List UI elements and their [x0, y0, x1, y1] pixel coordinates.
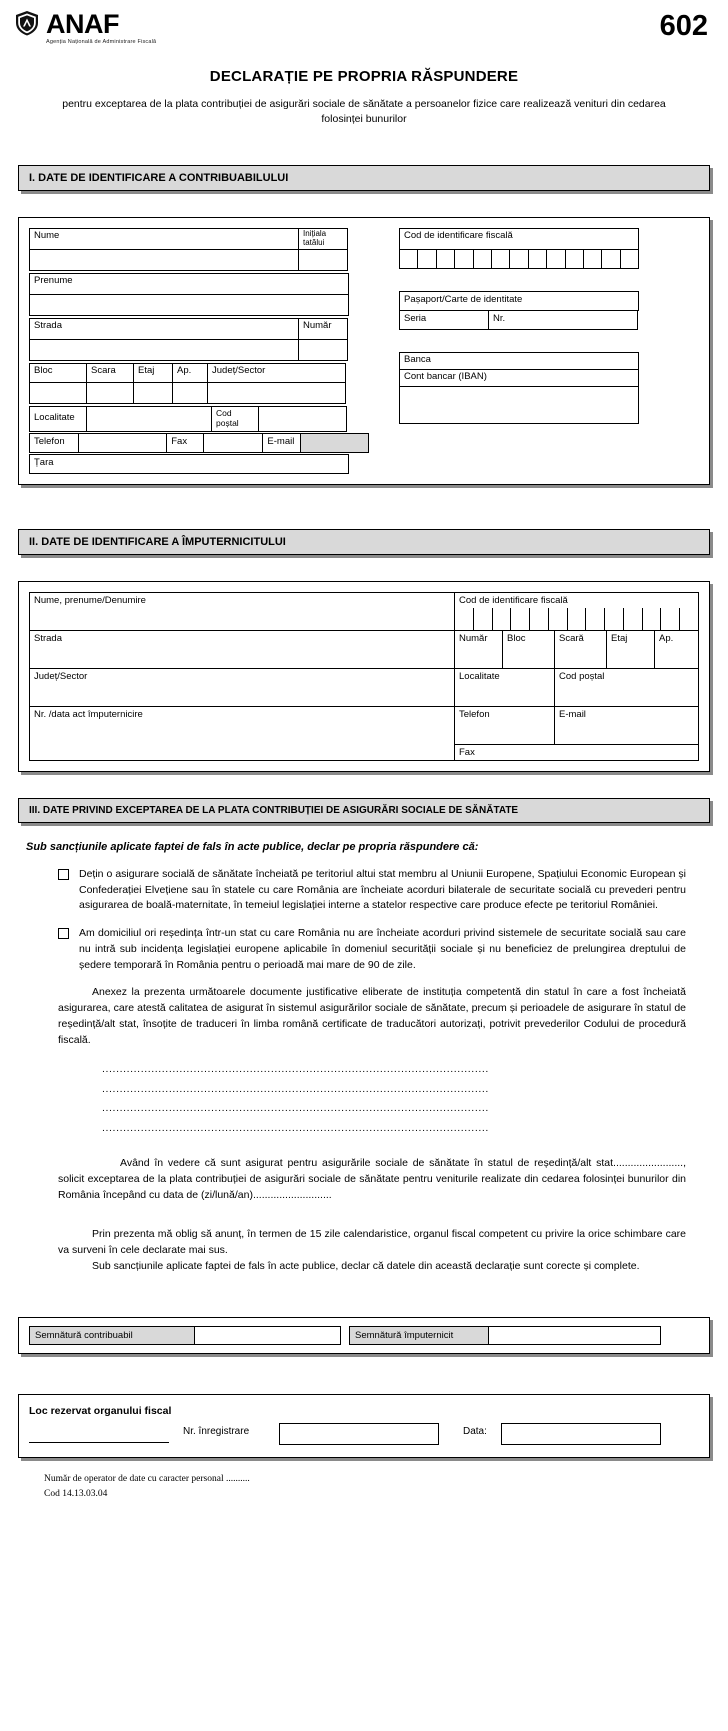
cif-cell[interactable]	[624, 608, 643, 630]
label-telefon: Telefon	[34, 435, 65, 447]
field-cod-postal[interactable]	[211, 406, 259, 432]
cif-cell[interactable]	[643, 608, 662, 630]
cif-cell[interactable]	[511, 608, 530, 630]
value-etaj-imputernicit[interactable]	[607, 646, 654, 668]
table-row	[30, 668, 699, 706]
label-cif-imputernicit: Cod de identificare fiscală	[459, 594, 568, 606]
field-fax-value[interactable]	[203, 433, 263, 453]
value-nr-data-act[interactable]	[30, 722, 454, 744]
field-email[interactable]	[262, 433, 301, 453]
table-row	[30, 592, 699, 630]
field-telefon-imputernicit[interactable]	[455, 706, 555, 744]
value-ap-imputernicit[interactable]	[655, 646, 698, 668]
declaration-lead: Sub sancțiunile aplicate faptei de fals în acte publice, declar pe propria răspundere că:	[26, 840, 479, 853]
label-banca: Banca	[404, 353, 431, 365]
field-prenume[interactable]	[29, 273, 349, 295]
checkbox-option-1[interactable]	[58, 869, 69, 880]
field-telefon-value[interactable]	[78, 433, 167, 453]
value-semnatura-contribuabil[interactable]	[195, 1326, 341, 1345]
label-judet-imputernicit: Județ/Sector	[34, 670, 88, 682]
label-etaj: Etaj	[138, 364, 155, 376]
contribuabil-left-block	[29, 228, 369, 474]
label-localitate: Localitate	[34, 411, 75, 423]
dotted-line[interactable]: ..............................................................................................................	[102, 1121, 489, 1134]
field-numar-value[interactable]	[298, 339, 348, 361]
label-cod-postal: Cod poștal	[216, 407, 239, 428]
value-bloc-imputernicit[interactable]	[503, 646, 554, 668]
field-localitate-imputernicit[interactable]	[455, 668, 555, 706]
fiscal-office-frame	[18, 1394, 710, 1458]
field-cont-bancar-value[interactable]	[399, 386, 639, 424]
label-semnatura-imputernicit: Semnătură împuternicit	[349, 1326, 489, 1345]
cif-cell[interactable]	[493, 608, 512, 630]
label-nume: Nume	[34, 229, 60, 241]
label-localitate-imputernicit: Localitate	[459, 670, 500, 682]
value-localitate-imputernicit[interactable]	[455, 684, 554, 706]
field-email-value[interactable]	[300, 433, 369, 453]
anaf-emblem-icon	[14, 10, 40, 36]
anaf-wordmark: ANAF	[46, 9, 119, 39]
field-fax[interactable]	[166, 433, 204, 453]
field-nr-data-act[interactable]	[30, 706, 455, 760]
footer-operator-line: Număr de operator de date cu caracter personal ..........	[44, 1473, 250, 1484]
document-footer	[18, 1458, 710, 1512]
label-ap-imputernicit: Ap.	[659, 632, 674, 644]
cif-cell[interactable]	[601, 249, 620, 269]
document-title: DECLARAȚIE PE PROPRIA RĂSPUNDERE	[209, 67, 519, 85]
label-initiala-tatalui: Inițiala tatălui	[303, 228, 327, 247]
table-row	[30, 706, 699, 744]
label-numar: Număr	[303, 319, 332, 331]
cif-cell[interactable]	[565, 249, 584, 269]
fiscal-underline	[29, 1423, 169, 1443]
value-judet-imputernicit[interactable]	[30, 684, 454, 706]
declaration-option-1[interactable]	[58, 867, 686, 914]
label-semnatura-contribuabil: Semnătură contribuabil	[29, 1326, 195, 1345]
cif-cell[interactable]	[680, 608, 698, 630]
cif-cell[interactable]	[417, 249, 436, 269]
obligation-paragraph-2: Sub sancțiunile aplicate faptei de fals în acte publice, declar că datele din această declarație sunt corecte și complete.	[92, 1259, 640, 1272]
section-3-body	[18, 823, 710, 1275]
label-bloc: Bloc	[34, 364, 53, 376]
cif-cell[interactable]	[586, 608, 605, 630]
label-telefon-imputernicit: Telefon	[459, 708, 490, 720]
section-1-frame	[18, 217, 710, 485]
field-ap[interactable]	[172, 363, 208, 383]
cif-cell[interactable]	[530, 608, 549, 630]
label-nr-inregistrare: Nr. înregistrare	[183, 1425, 250, 1437]
field-initiala-value[interactable]	[298, 249, 348, 271]
field-banca[interactable]	[399, 352, 639, 370]
field-ap-value[interactable]	[172, 382, 208, 404]
label-ap: Ap.	[177, 364, 192, 376]
table-row	[30, 630, 699, 668]
annex-dotted-lines[interactable]	[102, 1060, 686, 1138]
contribuabil-right-block	[399, 228, 639, 474]
value-telefon-imputernicit[interactable]	[455, 722, 554, 744]
cif-cell[interactable]	[549, 608, 568, 630]
value-scara-imputernicit[interactable]	[555, 646, 606, 668]
field-numar[interactable]	[298, 318, 348, 340]
dotted-line[interactable]: ..............................................................................................................	[102, 1063, 489, 1076]
value-cod-postal-imputernicit[interactable]	[555, 684, 698, 706]
label-strada-imputernicit: Strada	[34, 632, 62, 644]
cif-cells-imputernicit[interactable]	[455, 608, 698, 630]
cif-cell[interactable]	[661, 608, 680, 630]
declaration-option-2[interactable]	[58, 926, 686, 973]
declaration-option-1-text: Dețin o asigurare socială de sănătate încheiată pe teritoriul altui stat membru al Uniunii Europene, Spațiului Economic European și Confederației Elvețiene sau în statele cu care România are încheiate acorduri bilaterale de securitate socială cu prevederi pentru asigurarea de boală-maternitate, în temeiul legislației interne a statelor respective care produce efecte pe teritoriul României.	[79, 867, 686, 912]
anaf-agency-subtitle: Agenția Națională de Administrare Fiscală	[46, 39, 157, 45]
cif-cell[interactable]	[583, 249, 602, 269]
field-scara-imputernicit[interactable]	[555, 630, 607, 668]
dotted-line[interactable]: ..............................................................................................................	[102, 1082, 489, 1095]
dotted-line[interactable]: ..............................................................................................................	[102, 1102, 489, 1115]
label-loc-rezervat: Loc rezervat organului fiscal	[29, 1404, 172, 1417]
field-nume-denumire[interactable]	[30, 592, 455, 630]
label-data: Data:	[463, 1425, 487, 1437]
label-seria: Seria	[404, 312, 427, 324]
checkbox-option-2[interactable]	[58, 928, 69, 939]
cif-cell[interactable]	[568, 608, 587, 630]
label-numar-imputernicit: Număr	[459, 632, 488, 644]
field-etaj-imputernicit[interactable]	[607, 630, 655, 668]
field-nume[interactable]	[29, 228, 299, 250]
document-header	[0, 0, 728, 46]
value-nr-inregistrare[interactable]	[279, 1423, 439, 1445]
label-fax-imputernicit: Fax	[459, 746, 475, 758]
document-subtitle: pentru exceptarea de la plata contribuției de asigurări sociale de sănătate a persoanelor fizice care realizează venituri din cedarea folosinței bunurilor	[62, 97, 666, 125]
value-strada-imputernicit[interactable]	[30, 646, 454, 668]
cif-cells[interactable]	[399, 249, 639, 269]
label-nr-data-act: Nr. /data act împuternicire	[34, 708, 143, 720]
field-fax-imputernicit[interactable]	[455, 744, 699, 760]
label-fax: Fax	[171, 435, 188, 447]
label-strada: Strada	[34, 319, 62, 331]
label-email-imputernicit: E-mail	[559, 708, 586, 720]
field-seria[interactable]	[399, 310, 489, 330]
label-etaj-imputernicit: Etaj	[611, 632, 628, 644]
label-nume-denumire: Nume, prenume/Denumire	[34, 594, 146, 606]
cif-cell[interactable]	[491, 249, 510, 269]
field-pasaport	[399, 291, 639, 311]
footer-cod-line: Cod 14.13.03.04	[44, 1488, 108, 1499]
cif-cell[interactable]	[473, 249, 492, 269]
label-nr-document: Nr.	[493, 312, 506, 324]
cif-cell[interactable]	[436, 249, 455, 269]
field-etaj-value[interactable]	[133, 382, 173, 404]
cif-cell[interactable]	[399, 249, 418, 269]
value-email-imputernicit[interactable]	[555, 722, 698, 744]
field-cif	[399, 228, 639, 250]
cif-cell[interactable]	[605, 608, 624, 630]
label-email: E-mail	[267, 435, 295, 447]
label-prenume: Prenume	[34, 274, 73, 286]
field-cod-postal-imputernicit[interactable]	[555, 668, 699, 706]
label-cif: Cod de identificare fiscală	[404, 229, 513, 241]
section-2-header: II. DATE DE IDENTIFICARE A ÎMPUTERNICITULUI	[18, 529, 710, 555]
field-tara[interactable]	[29, 454, 349, 474]
field-prenume-value[interactable]	[29, 294, 349, 316]
field-bloc-imputernicit[interactable]	[503, 630, 555, 668]
section-2-frame	[18, 581, 710, 772]
cif-cell[interactable]	[509, 249, 528, 269]
label-scara-imputernicit: Scară	[559, 632, 584, 644]
field-cif-imputernicit	[455, 592, 699, 630]
field-email-imputernicit[interactable]	[555, 706, 699, 744]
field-judet-imputernicit[interactable]	[30, 668, 455, 706]
field-localitate[interactable]	[29, 406, 87, 432]
field-cod-postal-value[interactable]	[258, 406, 347, 432]
field-judet-sector[interactable]	[207, 363, 346, 383]
field-strada-value[interactable]	[29, 339, 299, 361]
field-scara-value[interactable]	[86, 382, 134, 404]
value-data[interactable]	[501, 1423, 661, 1445]
value-numar-imputernicit[interactable]	[455, 646, 502, 668]
imputernicit-table	[29, 592, 699, 761]
value-nume-denumire[interactable]	[30, 608, 454, 630]
request-paragraph: Având în vedere că sunt asigurat pentru asigurările sociale de sănătate în statul de reședință/alt stat........................, solicit exceptarea de la plata contribuției de asigurări sociale de sănătate pentru veniturile realizate din cedarea folosinței bunurilor din România începând cu data de (zi/lună/an)...........................	[58, 1157, 686, 1201]
value-semnatura-imputernicit[interactable]	[489, 1326, 661, 1345]
label-cont-bancar: Cont bancar (IBAN)	[404, 370, 487, 382]
signature-frame	[18, 1317, 710, 1354]
form-number: 602	[659, 10, 708, 42]
section-3-header: III. DATE PRIVIND EXCEPTAREA DE LA PLATA CONTRIBUȚIEI DE ASIGURĂRI SOCIALE DE SĂNĂTATE	[18, 798, 710, 823]
field-etaj[interactable]	[133, 363, 173, 383]
section-1-header: I. DATE DE IDENTIFICARE A CONTRIBUABILULUI	[18, 165, 710, 191]
obligation-paragraph-1: Prin prezenta mă oblig să anunț, în termen de 15 zile calendaristice, organul fiscal competent cu privire la orice schimbare care va surveni în cele declarate mai sus.	[58, 1228, 686, 1257]
cif-cell[interactable]	[474, 608, 493, 630]
cif-cell[interactable]	[620, 249, 639, 269]
field-ap-imputernicit[interactable]	[655, 630, 699, 668]
field-strada-imputernicit[interactable]	[30, 630, 455, 668]
annex-paragraph: Anexez la prezenta următoarele documente justificative eliberate de instituția competentă din statul în care a fost încheiată asigurarea, care atestă calitatea de asigurat în sistemul asigurărilor sociale de sănătate, precum și perioadele de asigurare în statul de reședință/alt stat, însoțite de traduceri în limba română certificate de traducători autorizați, potrivit prevederilor Codului de procedură fiscală.	[58, 986, 686, 1046]
field-bloc[interactable]	[29, 363, 87, 383]
cif-cell[interactable]	[454, 249, 473, 269]
label-bloc-imputernicit: Bloc	[507, 632, 526, 644]
label-pasaport: Pașaport/Carte de identitate	[404, 293, 523, 305]
cif-cell[interactable]	[528, 249, 547, 269]
label-scara: Scara	[91, 364, 116, 376]
field-scara[interactable]	[86, 363, 134, 383]
field-initiala-tatalui[interactable]	[298, 228, 348, 250]
field-nr-document[interactable]	[488, 310, 638, 330]
field-localitate-value[interactable]	[86, 406, 212, 432]
field-bloc-value[interactable]	[29, 382, 87, 404]
field-numar-imputernicit[interactable]	[455, 630, 503, 668]
declaration-option-2-text: Am domiciliul ori reședința într-un stat cu care România nu are încheiate acorduri privind sistemele de securitate socială sau care nu intră sub incidența legislației europene aplicabile în domeniul securității sociale și nu beneficiez de prelungirea dreptului de ședere temporară în România pentru o perioadă mai mare de 90 de zile.	[79, 927, 686, 971]
cif-cell[interactable]	[546, 249, 565, 269]
label-tara: Țara	[34, 456, 54, 468]
field-telefon[interactable]	[29, 433, 79, 453]
field-strada[interactable]	[29, 318, 299, 340]
label-judet-sector: Județ/Sector	[212, 364, 266, 376]
field-nume-value[interactable]	[29, 249, 299, 271]
anaf-logo	[14, 10, 156, 46]
cif-cell[interactable]	[455, 608, 474, 630]
label-cod-postal-imputernicit: Cod poștal	[559, 670, 605, 682]
field-cont-bancar[interactable]	[399, 369, 639, 387]
field-judet-sector-value[interactable]	[207, 382, 346, 404]
